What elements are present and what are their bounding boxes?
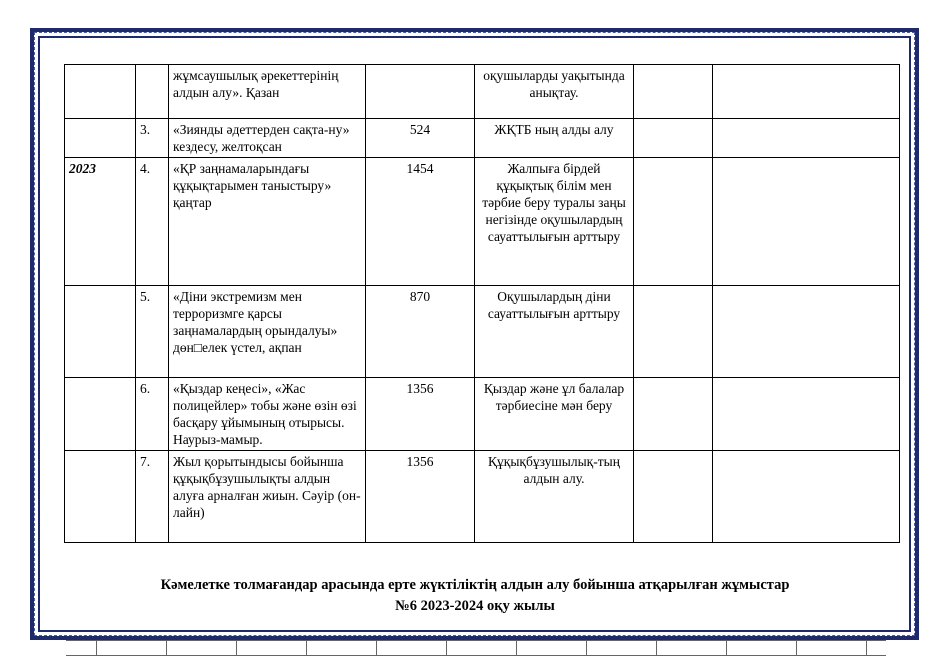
section-heading: Кәмелетке толмағандар арасында ерте жүктіліктің алдын алу бойынша атқарылған жұмыстар [160,577,790,593]
year-cell [65,451,136,543]
empty-cell [713,451,900,543]
event-cell: «ҚР заңнамаларындағы құқықтарымен таныстыру» қаңтар [169,158,366,286]
table-row [65,65,900,119]
number-cell: 4. [136,158,169,286]
table-row [65,119,900,158]
events-table [64,64,900,543]
empty-cell [713,378,900,451]
number-cell: 6. [136,378,169,451]
empty-cell [634,451,713,543]
next-page-table-edge [66,640,886,656]
table-row [65,158,900,286]
event-cell: «Діни экстремизм мен терроризмге қарсы заңнамалардың орындалуы» дөн□елек үстел, ақпан [169,286,366,378]
count-cell: 1454 [366,158,475,286]
year-cell [65,65,136,119]
purpose-cell: Құқықбұзушылық-тың алдын алу. [475,451,634,543]
event-cell: Жыл қорытындысы бойынша құқықбұзушылықты алдын алуға арналған жиын. Сәуір (он-лайн) [169,451,366,543]
empty-cell [713,119,900,158]
year-cell [65,378,136,451]
purpose-cell: Жалпыға бірдей құқықтық білім мен тәрбие беру туралы заңы негізінде оқушылардың сауаттылығын арттыру [475,158,634,286]
empty-cell [713,65,900,119]
event-cell: «Қыздар кеңесі», «Жас полицейлер» тобы және өзін өзі басқару ұйымының отырысы. Наурыз-мамыр. [169,378,366,451]
table-row [65,451,900,543]
number-cell: 3. [136,119,169,158]
number-cell: 7. [136,451,169,543]
year-cell: 2023 [65,158,136,286]
purpose-cell: оқушыларды уақытында анықтау. [475,65,634,119]
empty-cell [634,158,713,286]
count-cell: 1356 [366,451,475,543]
count-cell: 870 [366,286,475,378]
section-subheading: №6 2023-2024 оқу жылы [395,598,555,614]
empty-cell [634,286,713,378]
empty-cell [713,158,900,286]
purpose-cell: Қыздар және ұл балалар тәрбиесіне мән беру [475,378,634,451]
empty-cell [634,65,713,119]
number-cell [136,65,169,119]
count-cell [366,65,475,119]
count-cell: 524 [366,119,475,158]
year-cell [65,119,136,158]
purpose-cell: ЖҚТБ ның алды алу [475,119,634,158]
number-cell: 5. [136,286,169,378]
purpose-cell: Оқушылардың діни сауаттылығын арттыру [475,286,634,378]
empty-cell [634,119,713,158]
table-row [65,378,900,451]
event-cell: «Зиянды әдеттерден сақта-ну» кездесу, желтоқсан [169,119,366,158]
empty-cell [713,286,900,378]
count-cell: 1356 [366,378,475,451]
table-row [65,286,900,378]
empty-cell [634,378,713,451]
year-cell [65,286,136,378]
event-cell: жұмсаушылық әрекеттерінің алдын алу». Қазан [169,65,366,119]
